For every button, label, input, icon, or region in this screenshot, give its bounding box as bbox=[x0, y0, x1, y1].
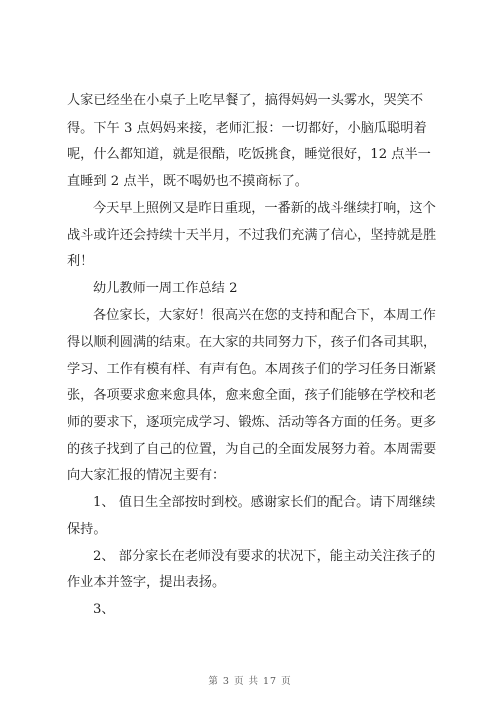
list-item: 3、 bbox=[93, 602, 115, 617]
body-line: 张，各项要求愈来愈具体，愈来愈全面，孩子们能够在学校和老 bbox=[67, 388, 437, 403]
body-line: 保持。 bbox=[67, 522, 107, 537]
list-item: 2、 部分家长在老师没有要求的状况下，能主动关注孩子的 bbox=[93, 549, 436, 564]
body-line: 的孩子找到了自己的位置，为自己的全面发展努力着。本周需要 bbox=[67, 442, 437, 457]
list-item: 1、 值日生全部按时到校。感谢家长们的配合。请下周继续 bbox=[93, 495, 436, 510]
body-line: 向大家汇报的情况主要有： bbox=[67, 468, 226, 483]
body-line: 今天早上照例又是昨日重现，一番新的战斗继续打响，这个 bbox=[93, 201, 436, 216]
body-line: 直睡到 2 点半，既不喝奶也不摸商标了。 bbox=[67, 174, 308, 189]
body-line: 作业本并签字，提出表扬。 bbox=[67, 575, 226, 590]
body-line: 学习、工作有模有样、有声有色。本周孩子们的学习任务日渐紧 bbox=[67, 362, 437, 377]
page-footer: 第 3 页 共 17 页 bbox=[208, 676, 292, 687]
body-line: 师的要求下，逐项完成学习、锻炼、活动等各方面的任务。更多 bbox=[67, 415, 437, 430]
body-line: 得以顺利圆满的结束。在大家的共同努力下，孩子们各司其职， bbox=[67, 335, 437, 350]
body-line: 各位家长，大家好！很高兴在您的支持和配合下，本周工作 bbox=[93, 308, 436, 323]
body-line: 利！ bbox=[67, 254, 94, 269]
section-heading: 幼儿教师一周工作总结 2 bbox=[93, 281, 238, 296]
body-line: 战斗或许还会持续十天半月，不过我们充满了信心，坚持就是胜 bbox=[67, 228, 437, 243]
body-line: 人家已经坐在小桌子上吃早餐了，搞得妈妈一头雾水，哭笑不 bbox=[67, 93, 424, 108]
body-line: 呢，什么都知道，就是很酷，吃饭挑食，睡觉很好，12 点半一 bbox=[67, 147, 431, 162]
body-line: 得。下午 3 点妈妈来接，老师汇报：一切都好，小脑瓜聪明着 bbox=[67, 121, 427, 136]
